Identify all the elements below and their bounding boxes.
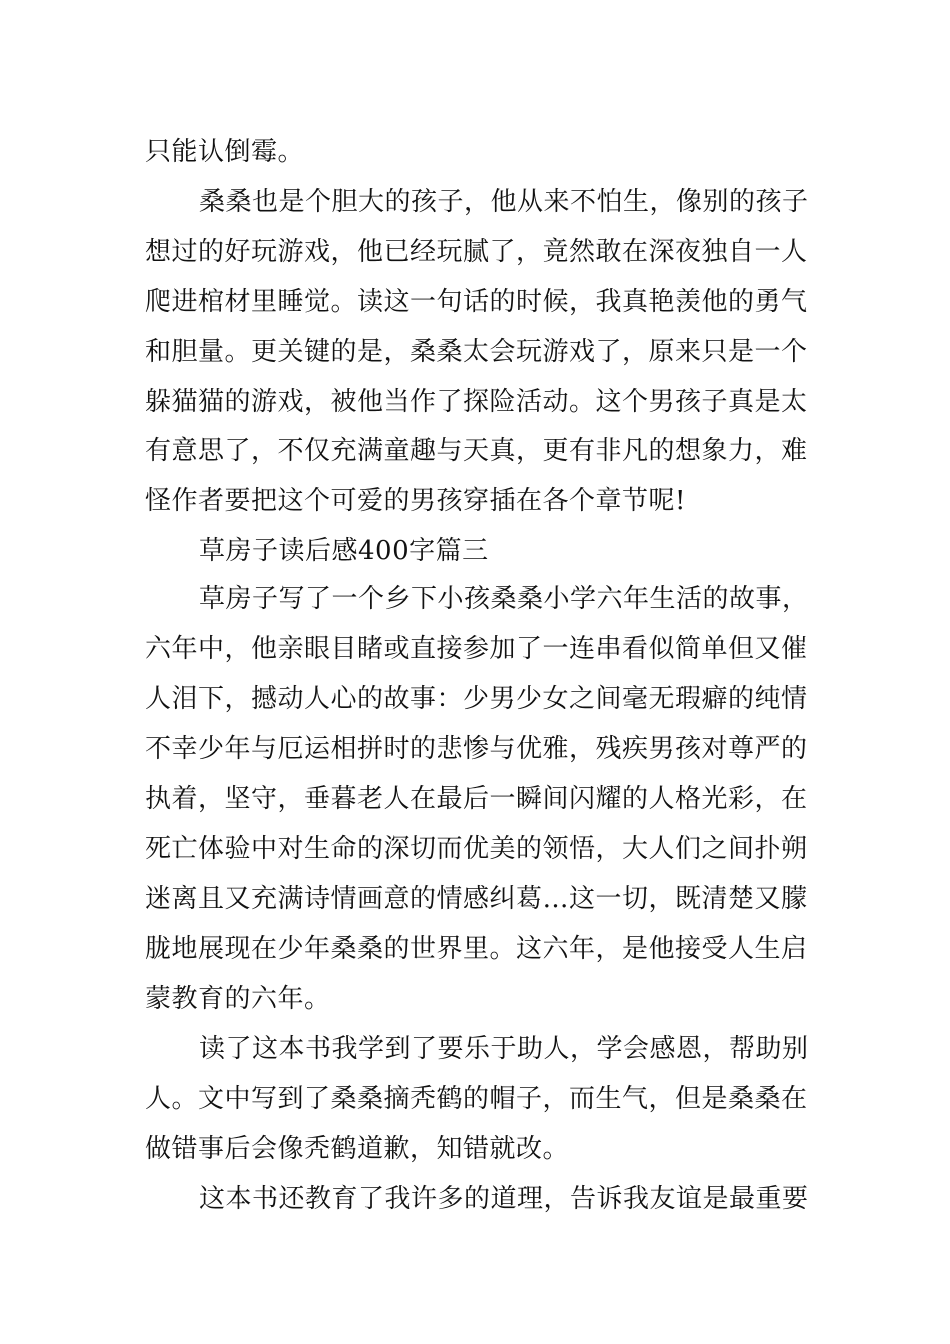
text-line: 怪作者要把这个可爱的男孩穿插在各个章节呢!: [145, 486, 686, 516]
paragraph-first-line: 读了这本书我学到了要乐于助人，学会感恩，帮助别: [199, 1034, 809, 1064]
text-line: 有意思了，不仅充满童趣与天真，更有非凡的想象力，难: [145, 436, 808, 466]
paragraph-first-line: 这本书还教育了我许多的道理，告诉我友谊是最重要: [199, 1184, 809, 1214]
text-line: 不幸少年与厄运相拼时的悲惨与优雅，残疾男孩对尊严的: [145, 734, 808, 764]
paragraph-first-line: 草房子写了一个乡下小孩桑桑小学六年生活的故事，: [199, 584, 809, 614]
text-line: 想过的好玩游戏，他已经玩腻了，竟然敢在深夜独自一人: [145, 237, 808, 267]
text-line: 六年中，他亲眼目睹或直接参加了一连串看似简单但又催: [145, 634, 808, 664]
text-line: 迷离且又充满诗情画意的情感纠葛…这一切，既清楚又朦: [145, 884, 808, 914]
text-line: 做错事后会像秃鹤道歉，知错就改。: [145, 1134, 570, 1164]
text-line: 蒙教育的六年。: [145, 984, 331, 1014]
section-heading: 草房子读后感400字篇三: [199, 536, 489, 566]
text-line: 死亡体验中对生命的深切而优美的领悟，大人们之间扑朔: [145, 834, 808, 864]
paragraph-first-line: 桑桑也是个胆大的孩子，他从来不怕生，像别的孩子: [199, 187, 809, 217]
text-line: 和胆量。更关键的是，桑桑太会玩游戏了，原来只是一个: [145, 337, 808, 367]
text-line: 人泪下，撼动人心的故事：少男少女之间毫无瑕癖的纯情: [145, 684, 808, 714]
text-line: 胧地展现在少年桑桑的世界里。这六年，是他接受人生启: [145, 934, 808, 964]
text-line: 爬进棺材里睡觉。读这一句话的时候，我真艳羡他的勇气: [145, 287, 808, 317]
text-line: 人。文中写到了桑桑摘秃鹤的帽子，而生气，但是桑桑在: [145, 1084, 808, 1114]
text-line: 躲猫猫的游戏，被他当作了探险活动。这个男孩子真是太: [145, 387, 808, 417]
text-line: 只能认倒霉。: [145, 137, 305, 167]
text-line: 执着，坚守，垂暮老人在最后一瞬间闪耀的人格光彩，在: [145, 784, 808, 814]
